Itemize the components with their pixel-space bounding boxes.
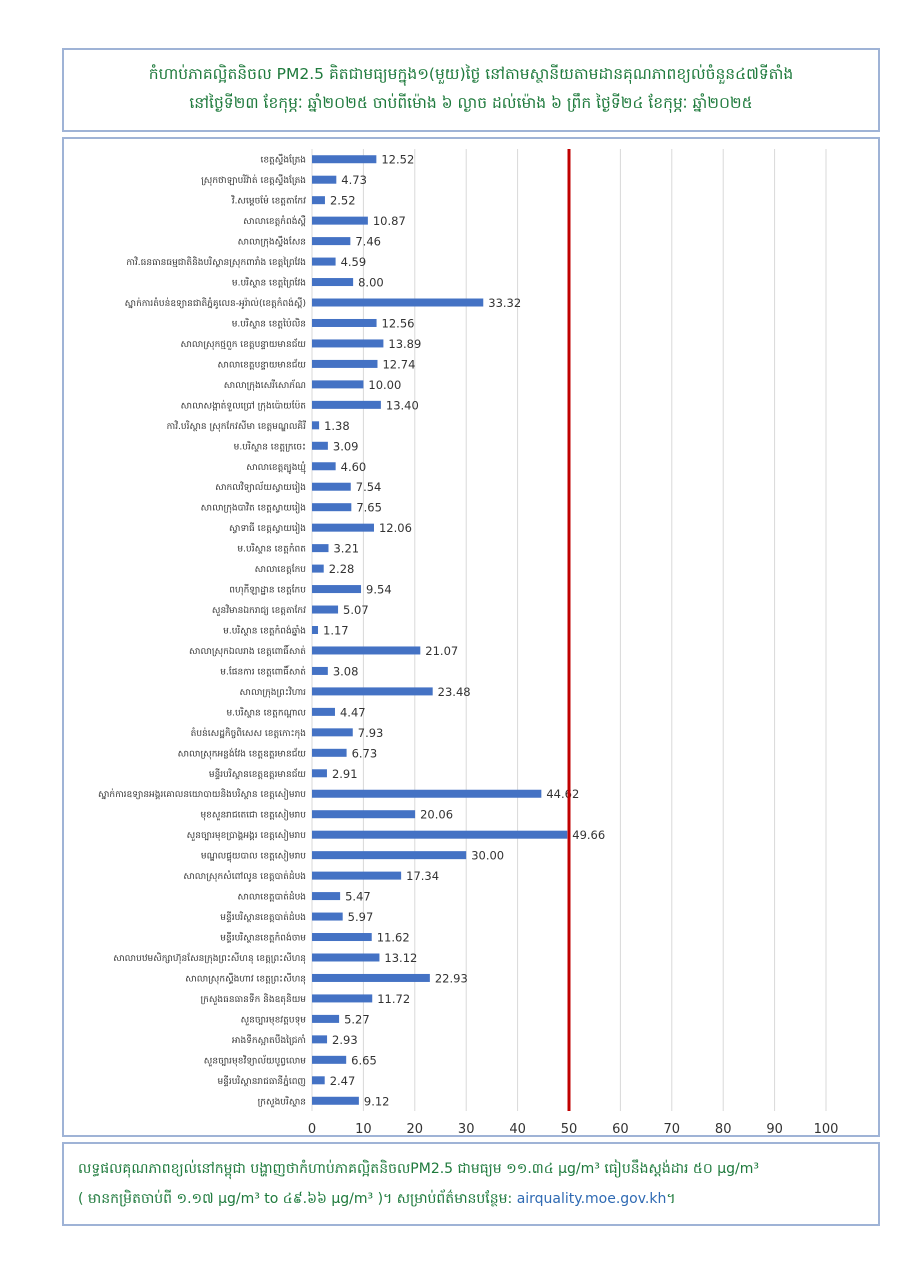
bar [312, 1076, 325, 1084]
category-label: វិ.សម្តេចម៉ែ ខេត្តតាកែវ [231, 196, 306, 207]
bar [312, 892, 340, 900]
category-label: សួនច្បារមុខវិទ្យាល័យបូព្វលោម [203, 1056, 306, 1067]
x-tick-label: 20 [406, 1122, 424, 1135]
category-label: មន្ទីរបរិស្ថានខេត្តបាត់ដំបង [220, 913, 306, 924]
category-label: សាលាស្រុកឯលរាង ខេត្តពោធិ៍សាត់ [189, 646, 306, 657]
data-label: 5.47 [345, 889, 371, 904]
category-label: ម.បរិស្ថាន ខេត្តកំពង់ឆ្នាំង [223, 626, 306, 637]
category-label: សាលាសង្កាត់ទួលប្រៅ ក្រុងប៉ោយប៉ែត [180, 401, 306, 412]
bar [312, 1056, 346, 1064]
category-label: តំបន់សេដ្ឋកិច្ចពិសេស ខេត្តកោះកុង [190, 728, 306, 739]
data-label: 2.28 [328, 562, 355, 577]
category-label: មន្ទីរបរិស្ថានខេត្តកំពង់ចាម [220, 933, 306, 944]
chart-title-box [62, 48, 880, 132]
category-label: សាលាខេត្តកំពង់ស្ពឺ [243, 217, 306, 228]
data-label: 7.93 [357, 725, 384, 740]
bar [312, 155, 376, 163]
x-tick-label: 30 [457, 1122, 475, 1135]
bar [312, 176, 336, 184]
data-label: 20.06 [420, 807, 454, 822]
category-label: ក្រសួងបរិស្ថាន [257, 1097, 306, 1108]
category-label: ម.បរិស្ថាន ខេត្តកំពត [237, 544, 306, 555]
data-label: 49.66 [572, 828, 606, 843]
data-label: 10.00 [368, 377, 402, 392]
chart-area [62, 137, 880, 1137]
category-label: សាលាក្រុងបាវិត ខេត្តស្វាយរៀង [200, 503, 306, 514]
data-label: 13.12 [384, 950, 418, 965]
bar [312, 217, 368, 225]
data-label: 2.91 [331, 766, 358, 781]
x-tick-label: 70 [663, 1122, 681, 1135]
bar [312, 380, 363, 388]
data-label: 8.00 [358, 275, 384, 290]
data-label: 12.52 [381, 152, 415, 167]
summary-text: ( មានកម្រិតចាប់ពី ១.១៧ µg/m³ to ៤៩.៦៦ µg/m³ )។ សម្រាប់ព័ត៌មានបន្ថែម: [78, 1191, 517, 1207]
data-label: 22.93 [434, 971, 468, 986]
category-label: សាលាក្រុងស្ទឹងសែន [237, 237, 306, 248]
category-label: ស្នាក់ការឧទ្យានអង្គរគោលនយោបាយនិងបរិស្ថាន ខេត្តសៀមរាប [97, 790, 306, 801]
data-label: 3.21 [333, 541, 360, 556]
bar [312, 687, 433, 695]
data-label: 30.00 [471, 848, 505, 863]
category-label: ស្វាទាធី ខេត្តស្វាយរៀង [229, 524, 306, 535]
bar [312, 872, 401, 880]
bar [312, 933, 372, 941]
data-label: 3.09 [332, 439, 359, 454]
bar [312, 708, 335, 716]
bar [312, 421, 319, 429]
title-line-2: នៅថ្ងៃទី២៣ ខែកុម្ភៈ ឆ្នាំ២០២៥ ចាប់ពីម៉ោង ៦ ល្ងាច ដល់ម៉ោង ៦ ព្រឹក ថ្ងៃទី២៤ ខែកុម្ភៈ ឆ្នាំ២០២៥ [189, 94, 753, 112]
bar [312, 831, 567, 839]
bar [312, 1097, 359, 1105]
data-label: 6.65 [351, 1053, 377, 1068]
data-label: 1.38 [324, 418, 350, 433]
category-label: សាលាក្រុងព្រះវិហារ [239, 687, 306, 698]
bar [312, 360, 377, 368]
data-label: 12.56 [381, 316, 415, 331]
bar [312, 851, 466, 859]
data-label: 12.06 [378, 521, 412, 536]
category-label: កាវិ.ធនធានធម្មជាតិនិងបរិស្ថានស្រុកពារាំង ខេត្តព្រៃវែង [126, 258, 306, 269]
category-label: ម.បរិស្ថាន ខេត្តកណ្តាល [226, 708, 306, 719]
category-label: សាលាខេត្តបន្ទាយមានជ័យ [217, 360, 306, 371]
bar [312, 790, 541, 798]
category-label: ខេត្តស្ទឹងត្រែង [260, 155, 306, 166]
bar [312, 728, 353, 736]
bar [312, 1035, 327, 1043]
category-label: កាវិ.បរិស្ថាន ស្រុកកែវសីមា ខេត្តមណ្ឌលគិរី [166, 421, 306, 432]
bar [312, 442, 328, 450]
bar [312, 749, 347, 757]
data-label: 13.89 [388, 336, 422, 351]
data-label: 4.47 [339, 705, 366, 720]
data-label: 12.74 [382, 357, 416, 372]
category-label: សាលាស្រុកអន្លង់វែង ខេត្តឧត្តរមានជ័យ [177, 749, 306, 760]
summary-end: ។ [666, 1191, 676, 1207]
x-tick-label: 0 [307, 1122, 317, 1135]
bar [312, 299, 483, 307]
category-label: មណ្ឌលផ្ទុយបាល ខេត្តសៀមរាប [200, 851, 306, 862]
bar [312, 1015, 339, 1023]
bar [312, 524, 374, 532]
category-label: សាលាស្រុកស្ទឹងហាវ ខេត្តព្រះសីហនុ [185, 974, 306, 985]
website-link[interactable]: airquality.moe.gov.kh [516, 1191, 667, 1207]
bar [312, 913, 343, 921]
data-label: 33.32 [488, 296, 522, 311]
bar [312, 401, 381, 409]
bar [312, 278, 353, 286]
data-label: 21.07 [425, 643, 459, 658]
bar [312, 606, 338, 614]
bar [312, 483, 351, 491]
bar [312, 258, 336, 266]
bar [312, 319, 377, 327]
data-label: 11.62 [376, 930, 410, 945]
bar [312, 994, 372, 1002]
data-label: 6.73 [351, 746, 378, 761]
bar [312, 339, 383, 347]
data-label: 4.59 [340, 255, 367, 270]
data-label: 7.46 [355, 234, 381, 249]
data-label: 5.27 [344, 1012, 370, 1027]
data-label: 7.65 [356, 500, 382, 515]
bar [312, 585, 361, 593]
data-label: 1.17 [323, 623, 349, 638]
category-label: សាលាខេត្តត្បូងឃ្មុំ [246, 462, 306, 473]
data-label: 9.12 [363, 1094, 390, 1109]
data-label: 5.07 [343, 603, 369, 618]
category-label: មន្ទីរបរិស្ថានខេត្តឧត្តរមានជ័យ [208, 769, 306, 780]
category-label: ស្រុកថាឡាបរិវ៉ាត់ ខេត្តស្ទឹងត្រែង [201, 176, 306, 187]
data-label: 2.52 [329, 193, 356, 208]
category-label: សាកលវិទ្យាល័យស្វាយរៀង [215, 483, 306, 494]
x-tick-label: 90 [766, 1122, 783, 1135]
data-label: 10.87 [372, 214, 406, 229]
bar [312, 769, 327, 777]
bar-chart [64, 139, 878, 1135]
data-label: 4.73 [341, 173, 367, 188]
bar [312, 646, 420, 654]
category-label: ស្នាក់ការតំបន់ឧទ្យានជាតិភ្នំគូលេន-អូរ៉ាល់(ខេត្តកំពង់ស្ពឺ) [124, 299, 306, 310]
data-label: 13.40 [385, 398, 419, 413]
bar [312, 974, 430, 982]
category-label: អាងទឹកស្អាតបឹងជ្រៃកាំ [231, 1035, 306, 1046]
category-label: សាលាស្រុកសំពៅលូន ខេត្តបាត់ដំបង [183, 872, 306, 883]
summary-line-2 [78, 1184, 864, 1214]
category-label: សួនវិមានឯករាជ្យ ខេត្តតាកែវ [211, 606, 306, 617]
category-label: ក្រសួងធនធានទឹក និងឧតុនិយម [200, 994, 306, 1005]
category-label: សាលាស្រុកថ្មពួក ខេត្តបន្ទាយមានជ័យ [180, 339, 306, 350]
title-line-1: កំហាប់ភាគល្អិតនិចល PM2.5 គិតជាមធ្យមក្នុង១(មួយ)ថ្ងៃ នៅតាមស្ថានីយតាមដានគុណភាពខ្យល់ចំនួន៤៧ទីតាំង [148, 65, 794, 83]
category-label: សាលាខេត្តបាត់ដំបង [237, 892, 306, 903]
category-label: សាលាក្រុងសេរីសោភ័ណ [223, 380, 306, 391]
data-label: 44.62 [546, 787, 580, 802]
bar [312, 544, 328, 552]
data-label: 11.72 [377, 991, 411, 1006]
category-label: មន្ទីរបរិស្ថានរាជធានីភ្នំពេញ [217, 1076, 306, 1087]
x-tick-label: 10 [355, 1122, 372, 1135]
category-label: ម.បរិស្ថាន ខេត្តព្រៃវែង [231, 278, 306, 289]
x-tick-label: 100 [813, 1122, 839, 1135]
category-label: ពហុកីឡាដ្ឋាន ខេត្តកែប [229, 585, 306, 596]
bar [312, 810, 415, 818]
category-label: ម.ផែនការ ខេត្តពោធិ៍សាត់ [220, 667, 306, 678]
x-tick-label: 50 [560, 1122, 578, 1135]
summary-line-1: លទ្ធផលគុណភាពខ្យល់នៅកម្ពុជា បង្ហាញថាកំហាប់ភាគល្អិតនិចលPM2.5 ជាមធ្យម ១១.៣៤ µg/m³ ធៀបនឹងស្តង់ដារ ៥០ µg/m³ [78, 1161, 759, 1177]
x-tick-label: 80 [714, 1122, 732, 1135]
category-label: សាលាខេត្តកែប [254, 565, 306, 576]
x-tick-label: 40 [509, 1122, 526, 1135]
bar [312, 503, 351, 511]
category-label: សួនច្បារមុខប្រាង្គអង្គរ ខេត្តសៀមរាប [186, 831, 306, 842]
data-label: 5.97 [347, 910, 374, 925]
bar [312, 196, 325, 204]
category-label: មុខសួនរាជតេជោ ខេត្តសៀមរាប [200, 810, 306, 821]
bar [312, 237, 350, 245]
data-label: 9.54 [366, 582, 392, 597]
data-label: 17.34 [406, 869, 440, 884]
data-label: 23.48 [437, 684, 471, 699]
data-label: 4.60 [340, 459, 367, 474]
category-label: សាលាបឋមសិក្សាហ៊ុនសែនក្រុងព្រះសីហនុ ខេត្តព្រះសីហនុ [113, 953, 306, 964]
bar [312, 953, 379, 961]
data-label: 7.54 [355, 480, 382, 495]
bar [312, 626, 318, 634]
category-label: ម.បរិស្ថាន ខេត្តក្រចេះ [233, 442, 306, 453]
data-label: 2.93 [332, 1032, 358, 1047]
bar [312, 565, 324, 573]
data-label: 3.08 [332, 664, 359, 679]
x-tick-label: 60 [612, 1122, 629, 1135]
category-label: សួនច្បារមុខវត្តបទុម [240, 1015, 306, 1026]
bar [312, 462, 336, 470]
summary-box [62, 1142, 880, 1226]
data-label: 2.47 [329, 1073, 356, 1088]
bar [312, 667, 328, 675]
category-label: ម.បរិស្ថាន ខេត្តប៉ៃលិន [231, 319, 306, 330]
